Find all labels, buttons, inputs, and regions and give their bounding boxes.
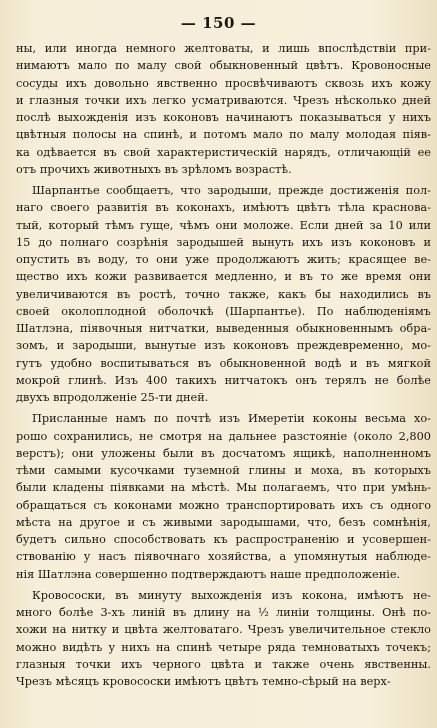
text-line: послѣ выхожденія изъ коконовъ начинаютъ показываться у нихъ <box>16 111 431 124</box>
text-line: обращаться съ коконами можно транспортировать ихъ съ одного <box>16 498 431 512</box>
text-line: мѣста на другое и съ живыми зародышами, что, безъ сомнѣнія, <box>16 515 431 529</box>
text-line: отъ прочихъ животныхъ въ зрѣломъ возрастѣ. <box>16 162 292 176</box>
body-text <box>16 40 431 690</box>
text-line: увеличиваются въ ростѣ, точно также, какъ бы находились въ <box>16 287 431 301</box>
text-line: можно видѣть у нихъ на спинѣ четыре ряда темноватыхъ точекъ; <box>16 640 431 654</box>
text-line: опустить въ воду, то они уже продолжаютъ жить; красящее ве- <box>16 253 431 266</box>
paragraph <box>16 587 431 691</box>
text-line: много болѣе 3-хъ линiй въ длину на ½ линiи толщины. Онѣ по- <box>16 606 431 619</box>
text-line: ны, или иногда немного желтоваты, и лишь впослѣдствіи при- <box>16 42 431 55</box>
text-line: цвѣтныя полосы на спинѣ, и потомъ мало по малу молодая пiяв- <box>16 128 431 142</box>
text-line: зомъ, и зародыши, вынутые изъ коконовъ преждевременно, мо- <box>16 339 431 353</box>
page-number: — 150 — <box>180 14 257 32</box>
text-line: глазныя точки ихъ черного цвѣта и также очень явственны. <box>16 657 431 671</box>
text-line: верстъ); они уложены были въ досчатомъ ящикѣ, наполненномъ <box>16 446 431 460</box>
paragraph <box>16 182 431 406</box>
text-line: 15 до полнаго созрѣнія зародышей вынуть ихъ изъ коконовъ и <box>16 235 431 249</box>
text-line: наго своего развитія въ коконахъ, имѣютъ цвѣтъ тѣла краснова- <box>16 201 431 215</box>
paragraph <box>16 40 431 178</box>
text-line: ствованію у насъ пiявочнаго хозяйства, а упомянутыя наблюде- <box>16 550 431 564</box>
text-line: и глазныя точки ихъ легко усматриваются. Чрезъ нѣсколько дней <box>16 93 431 107</box>
text-line: гутъ удобно воспитываться въ обыкновенной водѣ и въ мягкой <box>16 356 431 370</box>
text-line: хожи на нитку и цвѣта желтоватаго. Чрезъ увеличительное стекло <box>16 623 431 637</box>
paragraph <box>16 410 431 583</box>
text-line: нія Шатлэна совершенно подтверждаютъ наше предположеніе. <box>16 567 401 581</box>
text-line: ка одѣвается въ свой характеристическiй нарядъ, отличающiй ее <box>16 145 431 159</box>
text-line: Шатлэна, пiявочныя нитчатки, выведенныя обыкновеннымъ обра- <box>16 322 431 335</box>
text-line: Чрезъ мѣсяцъ кровососки имѣютъ цвѣтъ темно-сѣрый на верх- <box>16 675 391 688</box>
text-line: Кровососки, въ минуту выхожденія изъ кокона, имѣютъ не- <box>32 588 431 602</box>
text-line: будетъ сильно способствовать къ распространенію и усовершен- <box>16 533 431 546</box>
text-line: нимаютъ мало по малу свой обыкновенный цвѣтъ. Кровоносные <box>16 59 431 73</box>
text-line: рошо сохранились, не смотря на дальнее разстояніе (около 2,800 <box>16 429 431 443</box>
text-line: двухъ впродолженіе 25-ти дней. <box>16 391 209 404</box>
text-line: Шарпантье сообщаетъ, что зародыши, прежде достиженія пол- <box>32 184 431 197</box>
text-line: щество ихъ кожи развивается медленно, и въ то же время они <box>16 270 431 284</box>
text-line: были кладены пiявками на мѣстѣ. Мы полагаемъ, что при умѣнь- <box>16 481 431 495</box>
text-line: своей околоплодной оболочкѣ (Шарпантье). По наблюденіямъ <box>16 304 431 318</box>
text-line: мокрой глинѣ. Изъ 400 такихъ нитчатокъ онъ терялъ не болѣе <box>16 373 431 387</box>
text-line: сосуды ихъ довольно явственно просвѣчиваютъ сквозь ихъ кожу <box>16 76 431 90</box>
text-line: тѣми самыми кусочками туземной глины и моха, въ которыхъ <box>16 464 431 477</box>
text-line: Присланные намъ по почтѣ изъ Имеретiи коконы весьма хо- <box>32 412 431 426</box>
text-line: тый, который тѣмъ гуще, чѣмъ они моложе. Если дней за 10 или <box>16 218 431 232</box>
